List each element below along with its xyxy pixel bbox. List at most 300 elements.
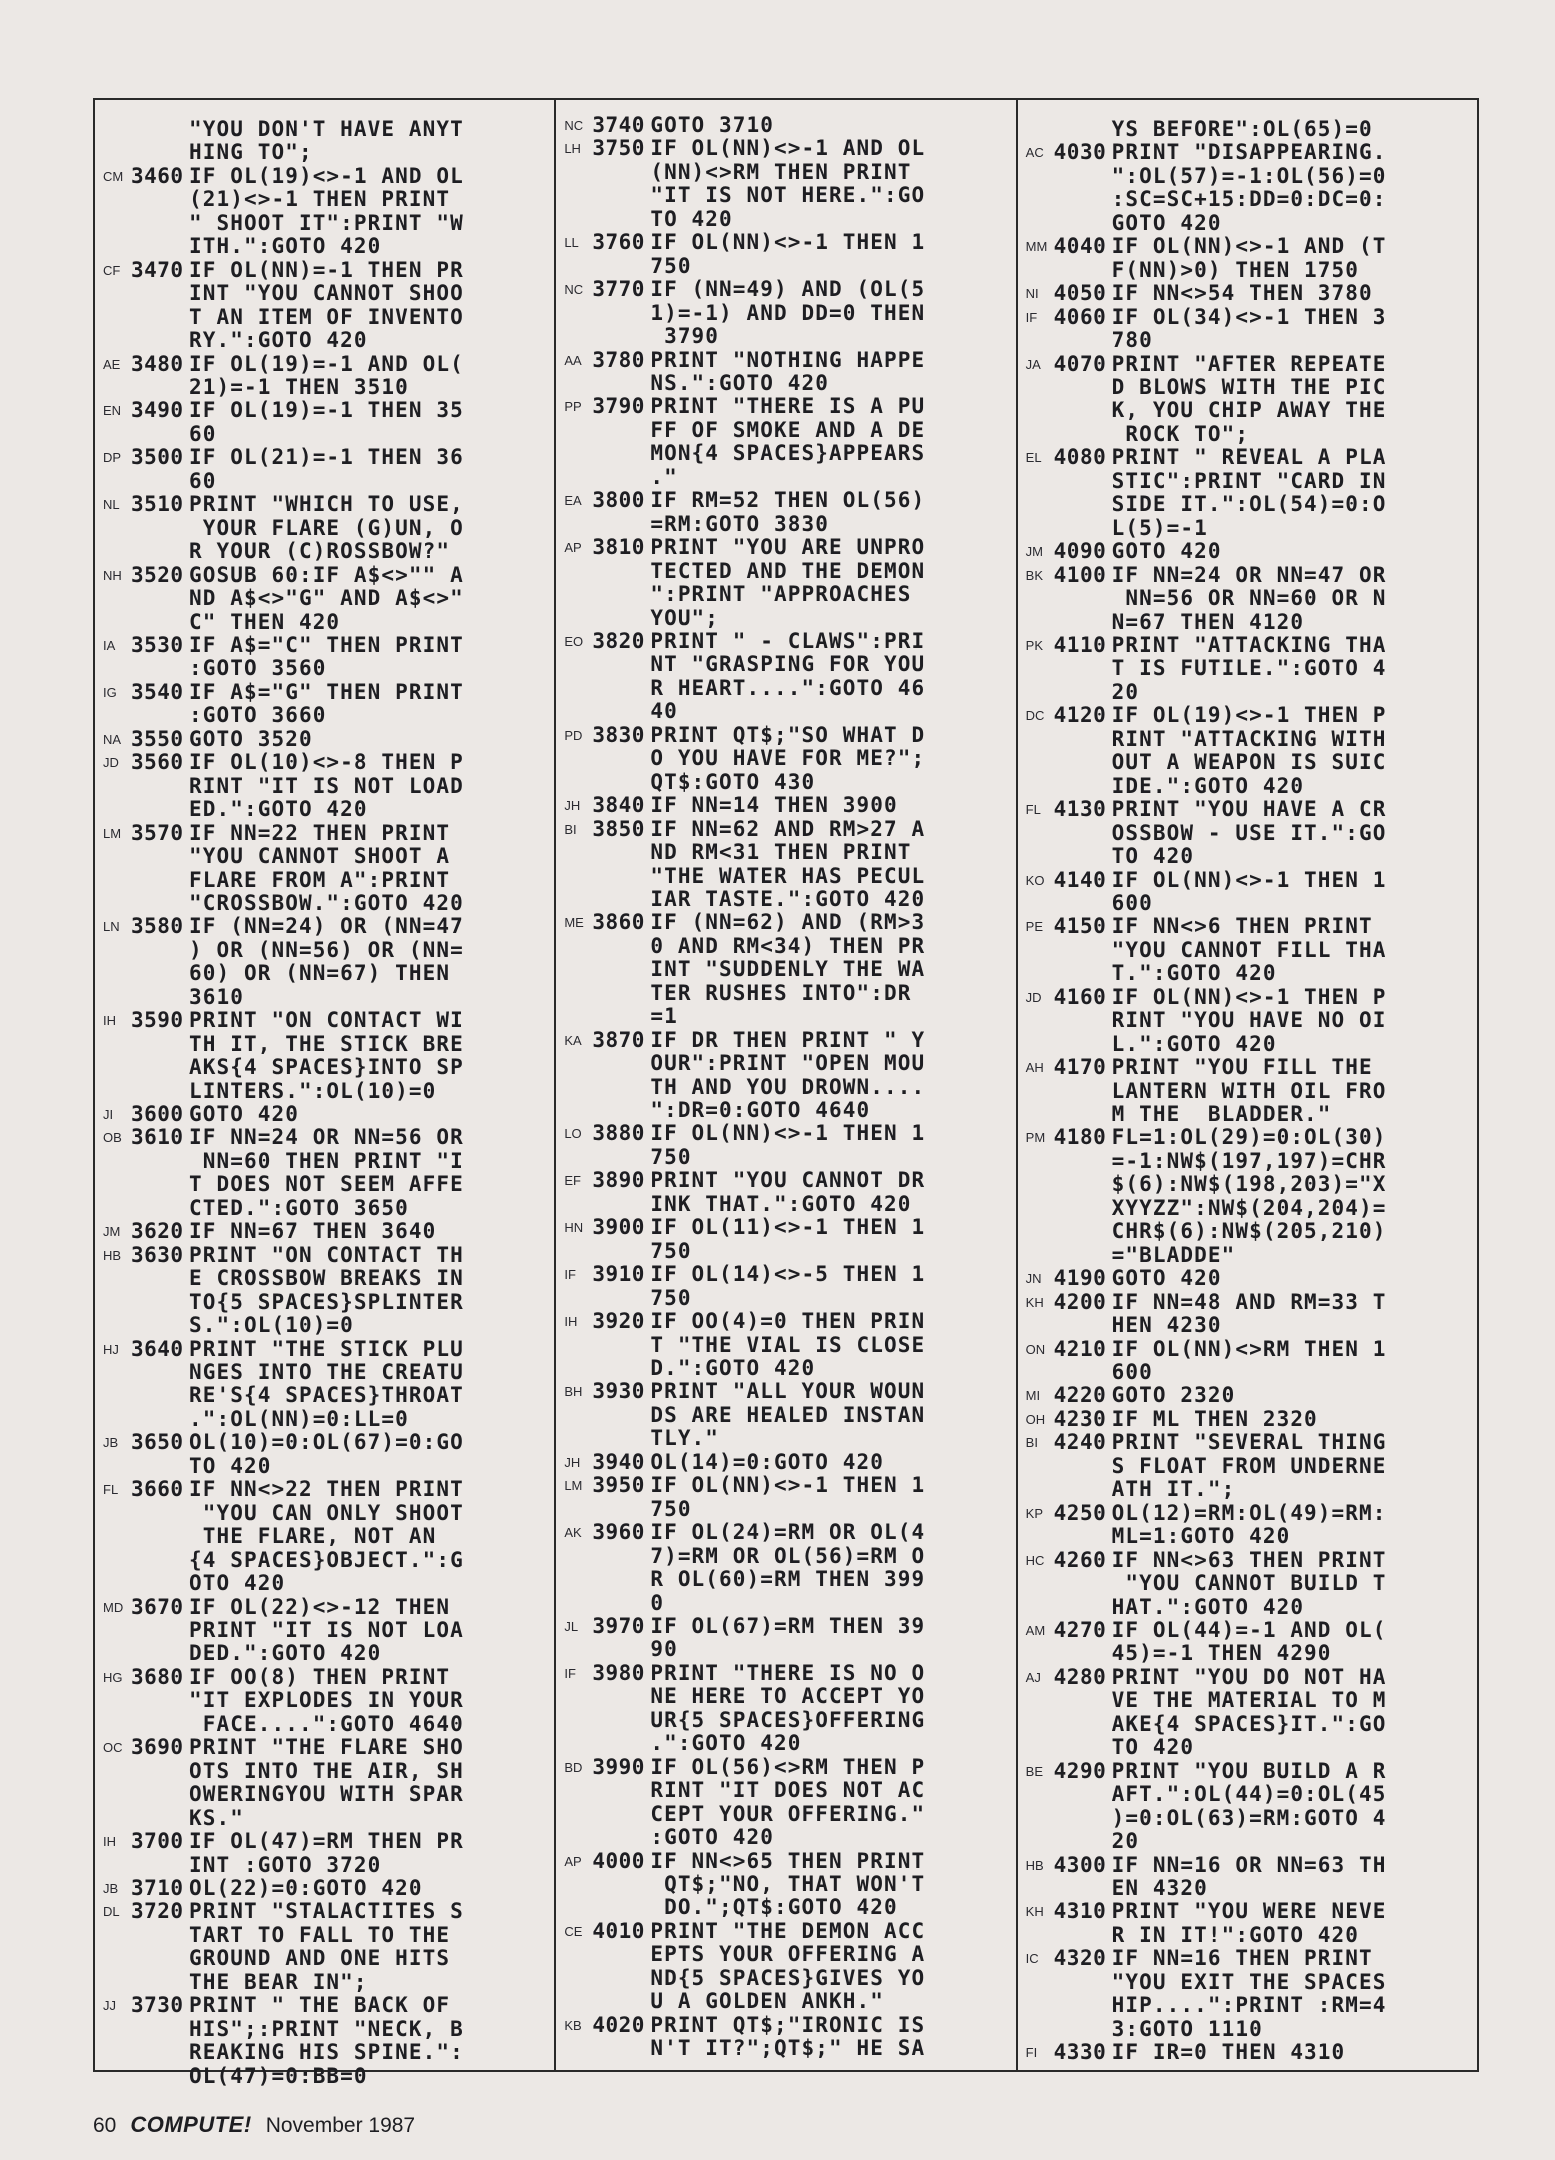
statement-line: IF IR=0 THEN 4310 [1111, 2040, 1346, 2065]
checksum-code: ME [564, 915, 584, 931]
statement-line: VE THE MATERIAL TO M [1111, 1688, 1387, 1713]
statement-line: 90 [650, 1637, 678, 1662]
checksum-code: HB [1025, 1857, 1044, 1873]
statement-line: N=67 THEN 4120 [1111, 609, 1305, 634]
line-number: 4240 [1053, 1430, 1107, 1455]
statement-line: F(NN)>0) THEN 1750 [1111, 257, 1360, 282]
statement-line: GOTO 420 [189, 1102, 299, 1127]
line-number: 4170 [1053, 1055, 1107, 1080]
statement-line: =-1:NW$(197,197)=CHR [1111, 1148, 1387, 1173]
statement-text [650, 1122, 1015, 1169]
statement-line: GOSUB 60:IF A$<>"" A [189, 562, 464, 587]
statement-line: O YOU HAVE FOR ME?"; [650, 746, 926, 771]
statement-line: REAKING HIS SPINE.": [189, 2040, 464, 2065]
code-line [95, 1596, 554, 1666]
code-line [95, 1877, 554, 1900]
statement-line: OSSBOW - USE IT.":GO [1111, 820, 1387, 845]
code-line [95, 564, 554, 634]
statement-line: EPTS YOUR OFFERING A [650, 1942, 926, 1967]
statement-text [650, 349, 1015, 396]
checksum-code: FI [1025, 2045, 1038, 2061]
statement-line: =1 [650, 1004, 678, 1029]
statement-line: "IT IS NOT HERE.":GO [650, 183, 926, 208]
page-number: 60 [93, 2114, 117, 2137]
statement-line: IF OL(NN)=-1 THEN PR [189, 257, 464, 282]
code-line [1018, 634, 1477, 704]
code-line [556, 349, 1015, 396]
statement-text [189, 1596, 554, 1666]
statement-line: IF OL(NN)<>-1 THEN 1 [650, 1473, 926, 1498]
statement-line: NN=56 OR NN=60 OR N [1111, 586, 1387, 611]
statement-line: FL=1:OL(29)=0:OL(30) [1111, 1125, 1387, 1150]
statement-line: GOTO 420 [1111, 539, 1222, 564]
statement-line: IF (NN=49) AND (OL(5 [650, 277, 926, 302]
statement-line: IF OL(21)=-1 THEN 36 [189, 445, 464, 470]
statement-line: CTED.":GOTO 3650 [189, 1195, 409, 1220]
line-number: 4290 [1053, 1758, 1107, 1783]
statement-line: PRINT "YOU DO NOT HA [1111, 1664, 1387, 1689]
statement-line: D.":GOTO 420 [650, 1356, 816, 1381]
code-line [556, 1310, 1015, 1380]
statement-line: ED.":GOTO 420 [189, 797, 368, 822]
statement-line: INK THAT.":GOTO 420 [650, 1191, 912, 1216]
code-line [556, 1029, 1015, 1123]
line-number: 3460 [131, 163, 184, 188]
statement-line: IF OL(19)<>-1 AND OL [189, 163, 464, 188]
statement-line: (NN)<>RM THEN PRINT [650, 159, 912, 184]
checksum-code: EL [1025, 450, 1042, 466]
code-line [95, 399, 554, 446]
statement-line: IF OL(19)<>-1 THEN P [1111, 703, 1387, 728]
checksum-code: JH [564, 798, 581, 814]
statement-text [650, 1310, 1015, 1380]
statement-text [1112, 118, 1477, 141]
statement-line: IF OL(22)<>-12 THEN [189, 1594, 451, 1619]
statement-line: T AN ITEM OF INVENTO [189, 304, 464, 329]
code-line [1018, 282, 1477, 305]
code-line [1018, 1760, 1477, 1854]
statement-text [650, 1920, 1015, 2014]
line-number: 4310 [1053, 1899, 1107, 1924]
checksum-code [95, 118, 131, 165]
code-line [556, 818, 1015, 912]
checksum-code: BK [1025, 567, 1043, 583]
code-line [95, 1338, 554, 1432]
statement-text [189, 1338, 554, 1432]
line-number: 4160 [1053, 984, 1107, 1009]
statement-line: S FLOAT FROM UNDERNE [1111, 1453, 1387, 1478]
statement-text [650, 818, 1015, 912]
checksum-code: FL [1025, 802, 1041, 818]
statement-line: "CROSSBOW.":GOTO 420 [189, 890, 464, 915]
statement-line: 20 [1111, 1829, 1140, 1854]
statement-line: IF OL(NN)<>-1 AND OL [650, 136, 926, 161]
checksum-code: JM [1025, 544, 1043, 560]
statement-text [1112, 1900, 1477, 1947]
checksum-code: IH [103, 1834, 116, 1850]
line-number: 4330 [1053, 2040, 1107, 2065]
checksum-code: JJ [103, 1998, 116, 2014]
statement-line: OL(14)=0:GOTO 420 [650, 1449, 884, 1474]
line-number: 3520 [131, 562, 184, 587]
code-line [1018, 798, 1477, 868]
statement-text [650, 1263, 1015, 1310]
checksum-code: PD [564, 727, 583, 743]
line-number: 4190 [1053, 1266, 1107, 1291]
statement-line: PRINT " THE BACK OF [189, 1993, 451, 2018]
code-line [95, 728, 554, 751]
statement-line: "YOU CAN ONLY SHOOT [189, 1500, 464, 1525]
statement-line: 750 [650, 253, 692, 278]
line-number: 4230 [1053, 1406, 1107, 1431]
statement-text [189, 1736, 554, 1830]
checksum-code: KO [1025, 872, 1045, 888]
code-line [1018, 1267, 1477, 1290]
line-number: 4110 [1053, 632, 1107, 657]
statement-line: ":OL(57)=-1:OL(56)=0 [1111, 163, 1387, 188]
statement-text [650, 1474, 1015, 1521]
checksum-code: IG [103, 684, 117, 700]
checksum-code: CM [103, 168, 124, 184]
statement-line: :SC=SC+15:DD=0:DC=0: [1111, 187, 1387, 212]
checksum-code: JM [103, 1224, 121, 1240]
statement-text [650, 536, 1015, 630]
statement-line: T IS FUTILE.":GOTO 4 [1111, 656, 1387, 681]
code-line [1018, 2041, 1477, 2064]
line-number: 3880 [592, 1121, 645, 1146]
statement-line: CHR$(6):NW$(205,210) [1111, 1219, 1387, 1244]
statement-text [1112, 1126, 1477, 1267]
statement-line: PRINT "YOU FILL THE [1111, 1055, 1373, 1080]
statement-line: ="BLADDE" [1111, 1242, 1236, 1267]
statement-text [189, 1244, 554, 1338]
statement-line: OWERINGYOU WITH SPAR [189, 1782, 464, 1807]
code-line [556, 489, 1015, 536]
checksum-code: AH [1025, 1060, 1044, 1076]
checksum-code: LM [564, 1478, 583, 1494]
statement-line: N'T IT?";QT$;" HE SA [650, 2036, 926, 2061]
statement-line: HAT.":GOTO 420 [1111, 1594, 1305, 1619]
statement-line: STIC":PRINT "CARD IN [1111, 468, 1387, 493]
checksum-code: AC [1025, 145, 1044, 161]
statement-line: IF ML THEN 2320 [1111, 1406, 1318, 1431]
statement-line: SIDE IT.":OL(54)=0:O [1111, 492, 1387, 517]
statement-text [650, 2014, 1015, 2061]
statement-line: IF OL(NN)<>-1 THEN 1 [650, 230, 926, 255]
code-line [95, 1431, 554, 1478]
line-number: 4320 [1053, 1946, 1107, 1971]
statement-line: HEN 4230 [1111, 1313, 1222, 1338]
checksum-code: JL [564, 1619, 579, 1634]
statement-line: "YOU CANNOT BUILD T [1111, 1571, 1387, 1596]
line-number: 3750 [592, 136, 645, 161]
code-line [1018, 869, 1477, 916]
statement-line: IF OL(NN)<>RM THEN 1 [1111, 1336, 1387, 1361]
statement-text [1112, 141, 1477, 235]
statement-line: TECTED AND THE DEMON [650, 558, 926, 583]
line-number: 3740 [592, 113, 645, 137]
statement-line: RINT "YOU HAVE NO OI [1111, 1008, 1387, 1033]
statement-line: ND{5 SPACES}GIVES YO [650, 1965, 926, 1990]
statement-line: TO 420 [189, 1453, 272, 1478]
statement-text [650, 1029, 1015, 1123]
statement-line: 20 [1111, 679, 1140, 704]
line-number: 4000 [592, 1848, 645, 1873]
line-number: 3780 [592, 347, 645, 372]
statement-line: PRINT "YOU BUILD A R [1111, 1758, 1387, 1783]
code-line [1018, 1666, 1477, 1760]
line-number: 3560 [131, 750, 184, 775]
statement-line: PRINT "WHICH TO USE, [189, 492, 464, 517]
statement-text [650, 137, 1015, 231]
statement-line: PRINT "IT IS NOT LOA [189, 1618, 464, 1642]
line-number: 3680 [131, 1664, 184, 1689]
checksum-code: IF [564, 1267, 576, 1283]
checksum-code: EF [564, 1173, 581, 1189]
code-line [95, 353, 554, 400]
statement-text [1112, 1947, 1477, 2041]
statement-text [650, 489, 1015, 536]
code-line [95, 493, 554, 563]
line-number: 3640 [131, 1336, 184, 1361]
statement-line: IDE.":GOTO 420 [1111, 773, 1305, 798]
code-line [556, 1920, 1015, 2014]
statement-line: CEPT YOUR OFFERING." [650, 1801, 926, 1826]
statement-text [189, 259, 554, 353]
line-number: 4030 [1053, 140, 1107, 165]
statement-text [1112, 540, 1477, 563]
statement-text [1112, 564, 1477, 634]
statement-line: GOTO 420 [1111, 1266, 1222, 1291]
checksum-code: EN [103, 403, 122, 419]
statement-line: PRINT "ON CONTACT WI [189, 1008, 464, 1033]
line-number: 3610 [131, 1125, 184, 1150]
statement-text [189, 1431, 554, 1478]
checksum-code: AP [564, 1853, 582, 1869]
code-line [556, 1451, 1015, 1474]
statement-line: :GOTO 3560 [189, 656, 327, 681]
checksum-code: JD [1025, 989, 1042, 1005]
checksum-code: LO [564, 1126, 582, 1142]
statement-line: IF NN<>54 THEN 3780 [1111, 281, 1373, 306]
statement-line: IF NN=67 THEN 3640 [189, 1219, 437, 1244]
code-line [95, 118, 554, 165]
line-number: 4120 [1053, 703, 1107, 728]
checksum-code: HJ [103, 1341, 119, 1357]
code-line [1018, 235, 1477, 282]
code-line [1018, 1408, 1477, 1431]
statement-line: 45)=-1 THEN 4290 [1111, 1641, 1332, 1666]
statement-line: 780 [1111, 328, 1153, 353]
statement-line: GOTO 3710 [650, 113, 775, 137]
statement-text [189, 915, 554, 1009]
statement-line: IF NN=48 AND RM=33 T [1111, 1289, 1387, 1314]
line-number: 3860 [592, 910, 645, 935]
statement-line: AFT.":OL(44)=0:OL(45 [1111, 1782, 1387, 1807]
statement-line: "THE WATER HAS PECUL [650, 863, 926, 888]
statement-line: HIP....":PRINT :RM=4 [1111, 1993, 1387, 2018]
code-line [1018, 1502, 1477, 1549]
statement-line: U A GOLDEN ANKH." [650, 1989, 884, 2014]
statement-line: INT "YOU CANNOT SHOO [189, 281, 464, 306]
line-number: 3580 [131, 914, 184, 939]
statement-text [1112, 353, 1477, 447]
line-number: 3730 [131, 1993, 184, 2018]
listing-column-1 [95, 100, 554, 2088]
statement-line: C" THEN 420 [189, 609, 341, 634]
line-number: 3820 [592, 628, 645, 653]
statement-text [1112, 235, 1477, 282]
statement-line: "YOU CANNOT FILL THA [1111, 937, 1387, 962]
statement-line: THE BEAR IN"; [189, 1969, 368, 1994]
checksum-code: LM [103, 825, 122, 841]
statement-line: TO{5 SPACES}SPLINTER [189, 1289, 464, 1314]
statement-line: 600 [1111, 890, 1153, 915]
statement-text [189, 1009, 554, 1103]
code-line [95, 1009, 554, 1103]
code-line [95, 1666, 554, 1736]
statement-line: IF NN=16 THEN PRINT [1111, 1946, 1373, 1971]
code-line [1018, 353, 1477, 447]
line-number: 4150 [1053, 914, 1107, 939]
statement-line: UR{5 SPACES}OFFERING [650, 1707, 926, 1732]
code-line [1018, 1126, 1477, 1267]
statement-line: R HEART....":GOTO 46 [650, 675, 926, 700]
statement-text [189, 564, 554, 634]
code-line [556, 536, 1015, 630]
checksum-code: BE [1025, 1763, 1043, 1779]
checksum-code: MI [1025, 1388, 1041, 1404]
statement-line: IF (NN=62) AND (RM>3 [650, 910, 926, 935]
statement-line: IF OL(24)=RM OR OL(4 [650, 1520, 926, 1545]
statement-text [650, 1380, 1015, 1450]
statement-line: "IT EXPLODES IN YOUR [189, 1688, 464, 1713]
code-line [1018, 564, 1477, 634]
code-line [1018, 540, 1477, 563]
statement-line: THE FLARE, NOT AN [189, 1524, 437, 1549]
listing-column-3 [1016, 100, 1477, 2070]
line-number: 3530 [131, 632, 184, 657]
statement-line: PRINT "THERE IS NO O [650, 1660, 926, 1685]
line-number: 3830 [592, 722, 645, 747]
statement-line: PRINT "YOU CANNOT DR [650, 1168, 926, 1193]
checksum-code: IH [564, 1314, 578, 1330]
code-line [556, 1474, 1015, 1521]
statement-line: GOTO 420 [1111, 210, 1222, 235]
statement-line: {4 SPACES}OBJECT.":G [189, 1547, 464, 1572]
statement-line: OL(10)=0:OL(67)=0:GO [189, 1430, 464, 1455]
statement-line: IF (NN=24) OR (NN=47 [189, 914, 464, 939]
checksum-code: OC [103, 1740, 123, 1756]
statement-text [189, 681, 554, 728]
statement-line: L.":GOTO 420 [1111, 1031, 1277, 1056]
statement-text [189, 493, 554, 563]
code-line [95, 915, 554, 1009]
statement-line: IF OL(11)<>-1 THEN 1 [650, 1215, 926, 1240]
checksum-code: DL [103, 1904, 120, 1920]
statement-text [189, 634, 554, 681]
statement-line: T "THE VIAL IS CLOSE [650, 1332, 926, 1357]
line-number: 3940 [592, 1449, 645, 1474]
statement-text [650, 630, 1015, 724]
statement-line: IF OL(47)=RM THEN PR [189, 1829, 464, 1854]
line-number: 4180 [1053, 1125, 1107, 1150]
checksum-code: KH [1025, 1294, 1044, 1310]
statement-line: $(6):NW$(198,203)="X [1111, 1172, 1387, 1197]
statement-line: 1)=-1) AND DD=0 THEN [650, 300, 926, 325]
statement-line: AKE{4 SPACES}IT.":GO [1111, 1711, 1387, 1736]
statement-text [189, 822, 554, 916]
checksum-code: IF [564, 1665, 576, 1681]
statement-line: 750 [650, 1238, 692, 1263]
statement-text [189, 1994, 554, 2088]
checksum-code: KH [1025, 1904, 1044, 1920]
checksum-code: AJ [1025, 1669, 1041, 1685]
code-line [556, 2014, 1015, 2061]
line-number: 3620 [131, 1219, 184, 1244]
statement-text [1112, 1267, 1477, 1290]
code-line [556, 278, 1015, 348]
statement-line: ":DR=0:GOTO 4640 [650, 1098, 871, 1123]
statement-text [1112, 1338, 1477, 1385]
statement-line: OL(22)=0:GOTO 420 [189, 1875, 423, 1900]
checksum-code: IC [1025, 1951, 1039, 1967]
statement-line: RY.":GOTO 420 [189, 328, 368, 353]
code-line [556, 1850, 1015, 1920]
statement-line: TLY." [650, 1426, 720, 1451]
checksum-code: BH [564, 1384, 583, 1400]
statement-line: TO 420 [650, 206, 733, 231]
statement-text [1112, 986, 1477, 1056]
statement-line: ) OR (NN=56) OR (NN= [189, 937, 464, 962]
checksum-code: IH [103, 1013, 116, 1029]
statement-text [650, 1662, 1015, 1756]
statement-line: YOUR FLARE (G)UN, O [189, 515, 464, 540]
statement-line: YOU"; [650, 605, 720, 630]
checksum-code: LN [103, 919, 120, 935]
checksum-code: BI [1025, 1435, 1038, 1451]
statement-line: PRINT "STALACTITES S [189, 1899, 464, 1924]
statement-line: PRINT "SEVERAL THING [1111, 1430, 1387, 1455]
statement-line: PRINT "THE DEMON ACC [650, 1918, 926, 1943]
checksum-code: KP [1025, 1505, 1043, 1521]
magazine-name: COMPUTE! [130, 2112, 252, 2137]
code-line [95, 1220, 554, 1243]
line-number: 4020 [592, 2012, 645, 2037]
statement-line: FLARE FROM A":PRINT [189, 867, 451, 892]
line-number: 3710 [131, 1875, 184, 1900]
line-number: 3870 [592, 1027, 645, 1052]
line-number: 3890 [592, 1168, 645, 1193]
statement-line: IF NN=24 OR NN=56 OR [189, 1125, 464, 1150]
statement-text [650, 1756, 1015, 1850]
code-line [95, 634, 554, 681]
code-line [95, 681, 554, 728]
statement-line: RINT "IT DOES NOT AC [650, 1778, 926, 1803]
statement-line: 0 AND RM<34) THEN PR [650, 933, 926, 958]
line-number: 4100 [1053, 562, 1107, 587]
code-line [556, 114, 1015, 137]
code-line [1018, 704, 1477, 798]
page-footer [93, 2112, 415, 2138]
line-number: 4010 [592, 1918, 645, 1943]
code-line [1018, 118, 1477, 141]
line-number: 3770 [592, 277, 645, 302]
checksum-code: JN [1025, 1271, 1042, 1287]
statement-text [1112, 1502, 1477, 1549]
statement-line: 40 [650, 699, 678, 724]
statement-line: FACE....":GOTO 4640 [189, 1711, 464, 1736]
